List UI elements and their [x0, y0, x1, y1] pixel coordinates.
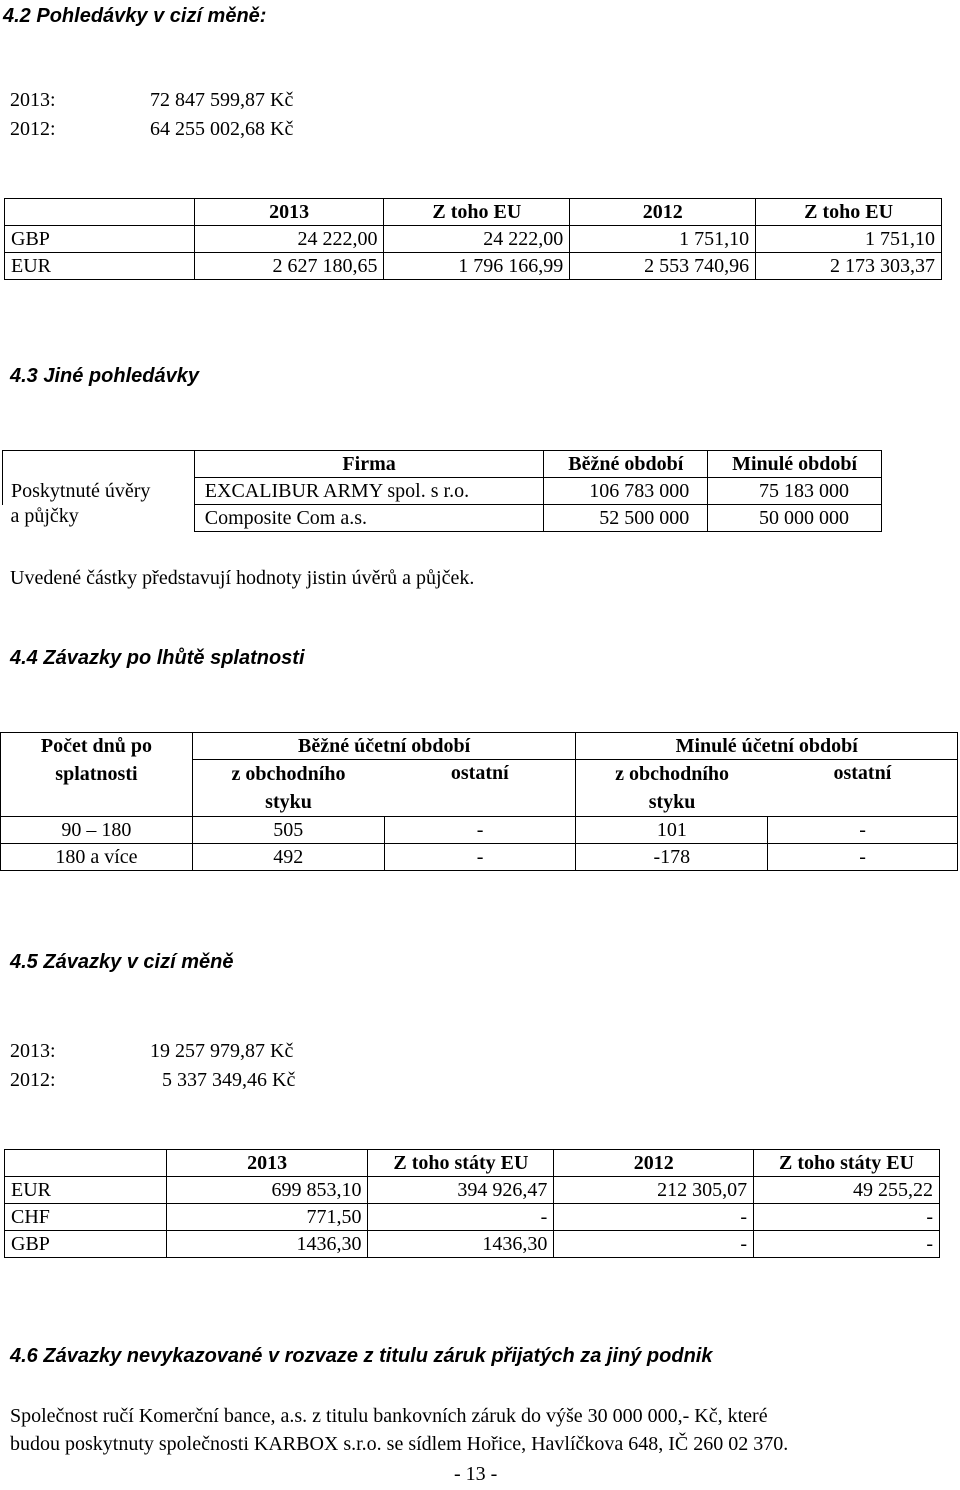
section-4-4-title: 4.4 Závazky po lhůtě splatnosti [10, 647, 305, 669]
s43-header-cell: Firma [194, 451, 544, 478]
s44-cell: 180 a více [1, 844, 193, 871]
s42-header-cell: 2012 [570, 199, 756, 226]
s42-cell: 24 222,00 [384, 226, 570, 253]
s44-cell: - [768, 844, 958, 871]
s44-header-days-line1: Počet dnů po [40, 735, 152, 757]
s42-value-2012: 64 255 002,68 Kč [150, 118, 294, 140]
s43-cell: EXCALIBUR ARMY spol. s r.o. [194, 478, 544, 505]
s45-header-cell: 2013 [166, 1150, 368, 1177]
s44-group-previous: Minulé účetní období [576, 733, 958, 760]
s43-header-cell: Běžné období [544, 451, 708, 478]
s42-header-cell: Z toho EU [384, 199, 570, 226]
s42-row-2012 [10, 117, 293, 141]
s44-sub-trade-line1: z obchodního [231, 763, 346, 785]
s44-sub-other: ostatní [384, 760, 576, 817]
s45-cell: - [754, 1204, 940, 1231]
s45-cell: 49 255,22 [754, 1177, 940, 1204]
s42-cell: EUR [5, 253, 195, 280]
s42-cell: 24 222,00 [194, 226, 384, 253]
s42-cell: 1 751,10 [756, 226, 942, 253]
s42-label-2013: 2013: [10, 89, 56, 111]
s45-row-2013 [10, 1039, 293, 1063]
s45-cell: - [554, 1204, 754, 1231]
s42-header-empty [5, 199, 195, 226]
s42-cell: 2 553 740,96 [570, 253, 756, 280]
s44-cell: - [768, 817, 958, 844]
s44-sub-trade-prev-line2: styku [648, 791, 696, 813]
s44-cell: 492 [192, 844, 384, 871]
s42-table [4, 198, 942, 280]
s45-header-cell: Z toho státy EU [368, 1150, 554, 1177]
s45-cell: 771,50 [166, 1204, 368, 1231]
s43-cell: 106 783 000 [544, 478, 708, 505]
s45-cell: 212 305,07 [554, 1177, 754, 1204]
s45-label-2012: 2012: [10, 1069, 56, 1091]
s45-table [4, 1149, 940, 1258]
s46-paragraph-line2: budou poskytnuty společnosti KARBOX s.r.o. se sídlem Hořice, Havlíčkova 648, IČ 260 02 370. [10, 1433, 789, 1455]
table-row [5, 1150, 940, 1177]
s45-cell: 1436,30 [166, 1231, 368, 1258]
s43-header-cell: Minulé období [708, 451, 882, 478]
s42-cell: 1 796 166,99 [384, 253, 570, 280]
s46-paragraph-line1: Společnost ručí Komerční bance, a.s. z titulu bankovních záruk do výše 30 000 000,- Kč, které [10, 1405, 768, 1427]
table-row [5, 253, 942, 280]
s42-row-2013 [10, 88, 293, 112]
s45-cell: - [754, 1231, 940, 1258]
s45-header-cell: Z toho státy EU [754, 1150, 940, 1177]
s42-cell: GBP [5, 226, 195, 253]
s42-header-cell: 2013 [194, 199, 384, 226]
table-row [1, 817, 958, 844]
s43-row-label-1: Poskytnuté úvěry [3, 478, 195, 505]
table-row [5, 199, 942, 226]
section-4-3-title: 4.3 Jiné pohledávky [10, 365, 199, 387]
s45-header-empty [5, 1150, 167, 1177]
s45-row-2012 [10, 1068, 295, 1092]
s42-label-2012: 2012: [10, 118, 56, 140]
s45-cell: CHF [5, 1204, 167, 1231]
page-number: - 13 - [454, 1463, 498, 1485]
section-4-2-title: 4.2 Pohledávky v cizí měně: [3, 5, 267, 27]
s45-cell: GBP [5, 1231, 167, 1258]
s44-sub-other-prev: ostatní [768, 760, 958, 817]
table-row [5, 226, 942, 253]
s42-cell: 2 627 180,65 [194, 253, 384, 280]
s43-header-empty [3, 451, 195, 478]
s43-cell: 50 000 000 [708, 505, 882, 532]
s44-cell: 90 – 180 [1, 817, 193, 844]
s44-cell: - [384, 817, 576, 844]
section-4-5-title: 4.5 Závazky v cizí měně [10, 951, 234, 973]
s45-cell: 1436,30 [368, 1231, 554, 1258]
s42-cell: 2 173 303,37 [756, 253, 942, 280]
s45-value-2013: 19 257 979,87 Kč [150, 1040, 294, 1062]
table-row [5, 1231, 940, 1258]
s43-cell: 75 183 000 [708, 478, 882, 505]
table-row [5, 1177, 940, 1204]
s44-sub-trade-line2: styku [265, 791, 312, 813]
s42-cell: 1 751,10 [570, 226, 756, 253]
s43-note: Uvedené částky představují hodnoty jistin úvěrů a půjček. [10, 567, 475, 589]
s45-header-cell: 2012 [554, 1150, 754, 1177]
s43-row-label-2: a půjčky [10, 504, 79, 527]
s42-value-2013: 72 847 599,87 Kč [150, 89, 294, 111]
s42-header-cell: Z toho EU [756, 199, 942, 226]
s45-cell: 394 926,47 [368, 1177, 554, 1204]
table-row [3, 451, 882, 478]
s44-cell: 101 [576, 817, 768, 844]
s43-cell: Composite Com a.s. [194, 505, 544, 532]
s44-cell: -178 [576, 844, 768, 871]
s45-cell: - [368, 1204, 554, 1231]
s45-cell: 699 853,10 [166, 1177, 368, 1204]
s44-sub-trade-prev-line1: z obchodního [615, 763, 730, 785]
s44-sub-trade-prev [576, 760, 768, 817]
s43-cell: 52 500 000 [544, 505, 708, 532]
s44-table [0, 732, 958, 871]
section-4-6-title: 4.6 Závazky nevykazované v rozvaze z titulu záruk přijatých za jiný podnik [10, 1345, 713, 1367]
s45-value-2012: 5 337 349,46 Kč [162, 1069, 296, 1091]
table-row [3, 478, 882, 505]
s45-cell: - [554, 1231, 754, 1258]
s44-header-days [1, 733, 193, 817]
s44-group-current: Běžné účetní období [192, 733, 576, 760]
s44-header-days-line2: splatnosti [55, 763, 138, 785]
s44-cell: 505 [192, 817, 384, 844]
s44-cell: - [384, 844, 576, 871]
s44-sub-trade [192, 760, 384, 817]
s45-label-2013: 2013: [10, 1040, 56, 1062]
table-row [5, 1204, 940, 1231]
s45-cell: EUR [5, 1177, 167, 1204]
table-row [1, 733, 958, 760]
table-row [1, 844, 958, 871]
s43-table [2, 450, 882, 532]
table-row [3, 505, 882, 532]
